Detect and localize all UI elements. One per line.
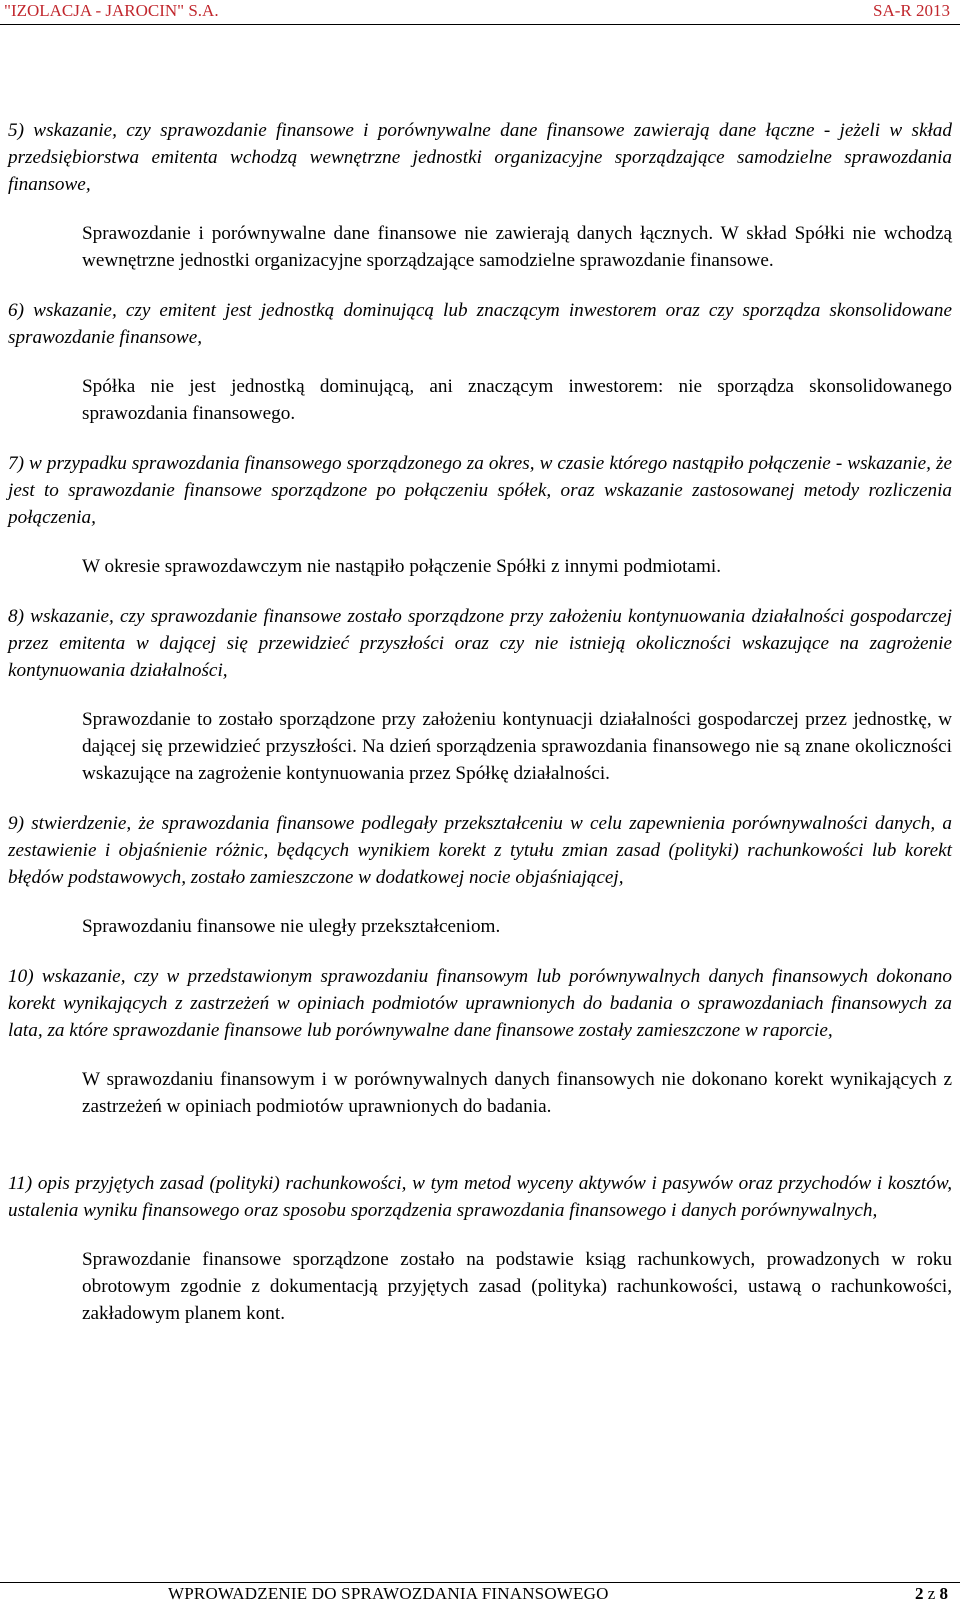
section-answer: Sprawozdanie finansowe sporządzone zostało na podstawie ksiąg rachunkowych, prowadzonych w roku obrotowym zgodnie z dokumentacją przyjętych zasad (polityka) rachunkowości, ustawą o rachunkowości, zakładowym planem kont. (82, 1249, 952, 1324)
section-answer: Spółka nie jest jednostką dominującą, ani znaczącym inwestorem: nie sporządza skonsolidowanego sprawozdania finansowego. (82, 376, 952, 424)
page-current: 2 (914, 1584, 924, 1603)
section-answer: W sprawozdaniu finansowym i w porównywalnych danych finansowych nie dokonano korekt wynikających z zastrzeżeń w opiniach podmiotów uprawnionych do badania. (82, 1069, 952, 1117)
section-question: 9) stwierdzenie, że sprawozdania finansowe podlegały przekształceniu w celu zapewnienia porównywalności danych, a zestawienie i objaśnienie różnic, będących wynikiem korekt z tytułu zmian zasad (polityki) rachunkowości lub korekt błędów podstawowych, zostało zamieszczone w dodatkowej nocie objaśniającej, (8, 813, 952, 888)
section-9 (8, 810, 952, 940)
section-question: 7) w przypadku sprawozdania finansowego sporządzonego za okres, w czasie którego nastąpiło połączenie - wskazanie, że jest to sprawozdanie finansowe sporządzone po połączeniu spółek, oraz wskazanie zastosowanej metody rozliczenia połączenia, (8, 453, 952, 528)
section-8 (8, 603, 952, 787)
section-7 (8, 450, 952, 580)
report-code: SA-R 2013 (873, 1, 950, 20)
section-answer: Sprawozdaniu finansowe nie uległy przekształceniom. (82, 916, 501, 937)
section-5 (8, 117, 952, 274)
section-11 (8, 1170, 952, 1327)
section-6 (8, 297, 952, 427)
section-10 (8, 963, 952, 1120)
section-question: 5) wskazanie, czy sprawozdanie finansowe i porównywalne dane finansowe zawierają dane łączne - jeżeli w skład przedsiębiorstwa emitenta wchodzą wewnętrzne jednostki organizacyjne sporządzające samodzielne sprawozdania finansowe, (8, 120, 952, 195)
header-divider (0, 24, 960, 25)
section-question: 11) opis przyjętych zasad (polityki) rachunkowości, w tym metod wyceny aktywów i pasywów oraz przychodów i kosztów, ustalenia wyniku finansowego oraz sposobu sporządzenia sprawozdania finansowego i danych porównywalnych, (8, 1173, 952, 1221)
footer-divider (0, 1582, 960, 1583)
section-question: 8) wskazanie, czy sprawozdanie finansowe zostało sporządzone przy założeniu kontynuowania działalności gospodarczej przez emitenta w dającej się przewidzieć przyszłości oraz czy nie istnieją okoliczności wskazujące na zagrożenie kontynuowania działalności, (8, 606, 952, 681)
section-answer: W okresie sprawozdawczym nie nastąpiło połączenie Spółki z innymi podmiotami. (82, 556, 722, 577)
page-total: 8 (939, 1584, 948, 1603)
section-question: 10) wskazanie, czy w przedstawionym sprawozdaniu finansowym lub porównywalnych danych finansowych dokonano korekt wynikających z zastrzeżeń w opiniach podmiotów uprawnionych do badania o sprawozdaniach finansowych za lata, za które sprawozdanie finansowe lub porównywalne dane finansowe zostały zamieszczone w raporcie, (8, 966, 952, 1041)
page-header (0, 0, 960, 28)
section-question: 6) wskazanie, czy emitent jest jednostką dominującą lub znaczącym inwestorem oraz czy sporządza skonsolidowane sprawozdanie finansowe, (8, 300, 952, 348)
section-answer: Sprawozdanie to zostało sporządzone przy założeniu kontynuacji działalności gospodarczej przez jednostkę, w dającej się przewidzieć przyszłości. Na dzień sporządzenia sprawozdania finansowego nie są znane okoliczności wskazujące na zagrożenie kontynuowania przez Spółkę działalności. (82, 709, 952, 784)
company-name: "IZOLACJA - JAROCIN" S.A. (4, 1, 219, 20)
section-answer: Sprawozdanie i porównywalne dane finansowe nie zawierają danych łącznych. W skład Spółki nie wchodzą wewnętrzne jednostki organizacyjne sporządzające samodzielne sprawozdanie finansowe. (82, 223, 952, 271)
page-separator: z (927, 1584, 936, 1603)
footer-title: WPROWADZENIE DO SPRAWOZDANIA FINANSOWEGO (168, 1584, 609, 1603)
document-body (8, 117, 952, 1327)
page-number (915, 1584, 948, 1604)
